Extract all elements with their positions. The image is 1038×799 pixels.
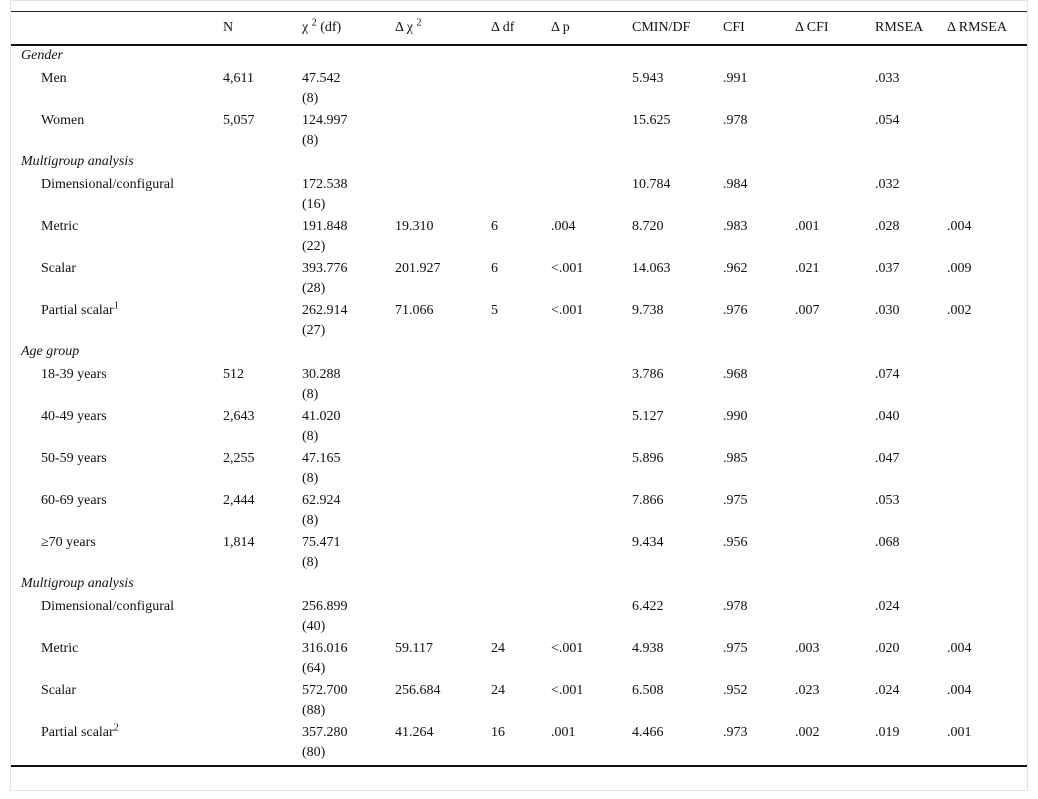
chi2-df-cell — [302, 68, 395, 110]
delta-cfi-cell: .007 — [795, 303, 820, 318]
delta-chi2-cell — [395, 596, 491, 638]
delta-rmsea-cell — [947, 68, 1027, 110]
df-value: (8) — [302, 91, 319, 106]
chi2-df-cell — [302, 110, 395, 152]
chi2-value: 47.542 — [302, 71, 341, 86]
n-cell — [223, 216, 302, 258]
delta-df-cell: 24 — [491, 683, 505, 698]
delta-df-cell — [491, 448, 551, 490]
section-header-row — [11, 342, 1027, 364]
delta-p-cell — [551, 406, 632, 448]
n-cell — [223, 638, 302, 680]
cmin-df-cell: 8.720 — [632, 219, 664, 234]
table-row — [11, 448, 1027, 490]
row-label-cell — [11, 490, 223, 532]
cfi-cell: .973 — [723, 725, 748, 740]
delta-rmsea-cell: .004 — [947, 219, 972, 234]
n-cell — [223, 680, 302, 722]
row-label: Scalar — [41, 261, 76, 276]
section-header-row — [11, 45, 1027, 68]
table-row — [11, 406, 1027, 448]
delta-chi2-cell — [395, 490, 491, 532]
cfi-cell: .968 — [723, 367, 748, 382]
delta-p-cell: .001 — [551, 725, 576, 740]
df-value: (8) — [302, 471, 319, 486]
delta-p-cell: <.001 — [551, 641, 584, 656]
delta-df-cell — [491, 110, 551, 152]
delta-df-cell: 6 — [491, 219, 498, 234]
cfi-cell: .991 — [723, 71, 748, 86]
delta-df-cell — [491, 490, 551, 532]
delta-cfi-cell — [795, 174, 875, 216]
row-label: Partial scalar — [41, 303, 114, 318]
row-label: Scalar — [41, 683, 76, 698]
delta-cfi-cell — [795, 448, 875, 490]
row-label: Dimensional/configural — [41, 177, 174, 192]
row-label-cell — [11, 68, 223, 110]
cfi-cell: .975 — [723, 493, 748, 508]
n-cell: 2,444 — [223, 493, 255, 508]
delta-chi2-cell: 256.684 — [395, 683, 441, 698]
delta-rmsea-cell — [947, 406, 1027, 448]
delta-p-cell — [551, 110, 632, 152]
delta-cfi-cell — [795, 490, 875, 532]
delta-p-cell — [551, 596, 632, 638]
rmsea-cell: .054 — [875, 113, 900, 128]
table-row — [11, 216, 1027, 258]
row-label-cell — [11, 722, 223, 766]
delta-chi2-cell: 201.927 — [395, 261, 441, 276]
chi2-df-cell — [302, 258, 395, 300]
rmsea-cell: .024 — [875, 599, 900, 614]
rmsea-cell: .028 — [875, 219, 900, 234]
row-label: Women — [41, 113, 85, 128]
cfi-cell: .978 — [723, 599, 748, 614]
delta-chi2-cell — [395, 68, 491, 110]
delta-rmsea-cell: .004 — [947, 641, 972, 656]
chi2-value: 262.914 — [302, 303, 348, 318]
rmsea-cell: .053 — [875, 493, 900, 508]
table-row — [11, 174, 1027, 216]
cmin-df-cell: 15.625 — [632, 113, 671, 128]
row-label: ≥70 years — [41, 535, 96, 550]
section-title: Age group — [21, 344, 80, 359]
delta-chi2-cell: 59.117 — [395, 641, 433, 656]
delta-cfi-cell — [795, 406, 875, 448]
n-cell — [223, 174, 302, 216]
row-label-cell — [11, 174, 223, 216]
chi2-df-cell — [302, 532, 395, 574]
cmin-df-cell: 4.466 — [632, 725, 664, 740]
table-row — [11, 532, 1027, 574]
cmin-df-cell: 10.784 — [632, 177, 671, 192]
cmin-df-cell: 3.786 — [632, 367, 664, 382]
chi2-df-cell — [302, 722, 395, 766]
delta-rmsea-cell: .001 — [947, 725, 972, 740]
delta-rmsea-cell — [947, 596, 1027, 638]
cfi-cell: .984 — [723, 177, 748, 192]
table-row — [11, 68, 1027, 110]
cmin-df-cell: 4.938 — [632, 641, 664, 656]
delta-df-cell: 16 — [491, 725, 505, 740]
delta-rmsea-cell — [947, 174, 1027, 216]
cmin-df-cell: 9.738 — [632, 303, 664, 318]
chi2-value: 41.020 — [302, 409, 341, 424]
row-label-cell — [11, 448, 223, 490]
delta-cfi-cell: .003 — [795, 641, 820, 656]
cmin-df-cell: 5.127 — [632, 409, 664, 424]
chi2-value: 75.471 — [302, 535, 341, 550]
chi2-df-cell — [302, 596, 395, 638]
delta-rmsea-cell: .009 — [947, 261, 972, 276]
delta-chi2-cell — [395, 448, 491, 490]
table-row — [11, 490, 1027, 532]
cmin-df-cell: 6.508 — [632, 683, 664, 698]
chi2-value: 316.016 — [302, 641, 348, 656]
row-label: Men — [41, 71, 67, 86]
rmsea-cell: .068 — [875, 535, 900, 550]
row-label-cell — [11, 596, 223, 638]
delta-p-cell — [551, 68, 632, 110]
table-row — [11, 722, 1027, 766]
n-cell — [223, 300, 302, 342]
row-label-cell — [11, 406, 223, 448]
df-value: (88) — [302, 703, 326, 718]
row-label: Dimensional/configural — [41, 599, 174, 614]
df-value: (8) — [302, 387, 319, 402]
rmsea-cell: .030 — [875, 303, 900, 318]
delta-rmsea-cell — [947, 364, 1027, 406]
delta-df-cell: 5 — [491, 303, 498, 318]
chi2-df-cell — [302, 406, 395, 448]
table-row — [11, 300, 1027, 342]
chi2-value: 191.848 — [302, 219, 348, 234]
cmin-df-cell: 5.896 — [632, 451, 664, 466]
cfi-cell: .983 — [723, 219, 748, 234]
delta-cfi-cell — [795, 596, 875, 638]
delta-p-cell: .004 — [551, 219, 576, 234]
delta-p-cell — [551, 490, 632, 532]
header-chi2-df — [302, 12, 395, 46]
delta-p-cell: <.001 — [551, 303, 584, 318]
delta-p-cell: <.001 — [551, 683, 584, 698]
delta-p-cell — [551, 448, 632, 490]
delta-df-cell — [491, 174, 551, 216]
n-cell — [223, 722, 302, 766]
cfi-cell: .990 — [723, 409, 748, 424]
row-label-cell — [11, 110, 223, 152]
chi2-value: 357.280 — [302, 725, 348, 740]
row-label: 18-39 years — [41, 367, 107, 382]
df-value: (8) — [302, 133, 319, 148]
delta-chi2-cell: 19.310 — [395, 219, 434, 234]
rmsea-cell: .047 — [875, 451, 900, 466]
delta-df-cell — [491, 406, 551, 448]
rmsea-cell: .040 — [875, 409, 900, 424]
cmin-df-cell: 9.434 — [632, 535, 664, 550]
table-row — [11, 596, 1027, 638]
table-row — [11, 364, 1027, 406]
delta-chi2-cell: 71.066 — [395, 303, 434, 318]
footnote-marker: 2 — [113, 722, 119, 734]
n-cell — [223, 596, 302, 638]
delta-df-cell — [491, 364, 551, 406]
header-chi2-df-label: χ $^2$ (df) — [302, 17, 342, 35]
row-label-cell — [11, 532, 223, 574]
fit-indices-table — [11, 11, 1027, 767]
delta-df-cell — [491, 596, 551, 638]
delta-cfi-cell — [795, 110, 875, 152]
n-cell — [223, 258, 302, 300]
cfi-cell: .962 — [723, 261, 748, 276]
delta-p-cell — [551, 174, 632, 216]
chi2-df-cell — [302, 638, 395, 680]
row-label-cell — [11, 300, 223, 342]
df-value: (8) — [302, 513, 319, 528]
cmin-df-cell: 6.422 — [632, 599, 664, 614]
rmsea-cell: .037 — [875, 261, 900, 276]
delta-rmsea-cell — [947, 532, 1027, 574]
df-value: (8) — [302, 429, 319, 444]
cfi-cell: .975 — [723, 641, 748, 656]
footnote-marker: 1 — [113, 300, 119, 312]
cfi-cell: .956 — [723, 535, 748, 550]
cfi-cell: .978 — [723, 113, 748, 128]
header-n: N — [223, 20, 234, 35]
chi2-value: 172.538 — [302, 177, 348, 192]
chi2-df-cell — [302, 680, 395, 722]
row-label: Metric — [41, 641, 79, 656]
chi2-value: 62.924 — [302, 493, 341, 508]
table-row — [11, 110, 1027, 152]
header-rmsea: RMSEA — [875, 20, 924, 35]
n-cell: 4,611 — [223, 71, 254, 86]
chi2-value: 256.899 — [302, 599, 348, 614]
section-title: Multigroup analysis — [21, 576, 134, 591]
table-body — [11, 45, 1027, 766]
row-label: 60-69 years — [41, 493, 107, 508]
delta-p-cell — [551, 532, 632, 574]
delta-df-cell: 24 — [491, 641, 505, 656]
n-cell: 1,814 — [223, 535, 255, 550]
row-label: Metric — [41, 219, 79, 234]
cfi-cell: .976 — [723, 303, 748, 318]
header-delta-p: Δ p — [551, 20, 570, 35]
row-label-cell — [11, 364, 223, 406]
header-cfi: CFI — [723, 20, 745, 35]
df-value: (8) — [302, 555, 319, 570]
df-value: (80) — [302, 745, 326, 760]
row-label: 50-59 years — [41, 451, 107, 466]
section-header-row — [11, 574, 1027, 596]
header-delta-rmsea: Δ RMSEA — [947, 20, 1007, 35]
cfi-cell: .985 — [723, 451, 748, 466]
delta-cfi-cell — [795, 68, 875, 110]
cfi-cell: .952 — [723, 683, 748, 698]
header-delta-df: Δ df — [491, 20, 515, 35]
section-title: Multigroup analysis — [21, 154, 134, 169]
row-label-cell — [11, 638, 223, 680]
delta-rmsea-cell: .002 — [947, 303, 972, 318]
chi2-df-cell — [302, 216, 395, 258]
section-title: Gender — [21, 48, 63, 63]
delta-chi2-cell — [395, 110, 491, 152]
rmsea-cell: .019 — [875, 725, 900, 740]
header-delta-chi2 — [395, 12, 491, 46]
cmin-df-cell: 14.063 — [632, 261, 671, 276]
rmsea-cell: .033 — [875, 71, 900, 86]
table-header-row — [11, 12, 1027, 46]
delta-p-cell — [551, 364, 632, 406]
delta-chi2-cell: 41.264 — [395, 725, 434, 740]
delta-cfi-cell: .023 — [795, 683, 820, 698]
n-cell: 2,643 — [223, 409, 255, 424]
chi2-value: 30.288 — [302, 367, 341, 382]
delta-df-cell: 6 — [491, 261, 498, 276]
chi2-value: 572.700 — [302, 683, 348, 698]
chi2-df-cell — [302, 448, 395, 490]
delta-chi2-cell — [395, 532, 491, 574]
rmsea-cell: .074 — [875, 367, 900, 382]
chi2-df-cell — [302, 490, 395, 532]
table-row — [11, 638, 1027, 680]
header-delta-cfi: Δ CFI — [795, 20, 829, 35]
delta-chi2-cell — [395, 406, 491, 448]
table-row — [11, 258, 1027, 300]
rmsea-cell: .020 — [875, 641, 900, 656]
df-value: (40) — [302, 619, 326, 634]
cmin-df-cell: 7.866 — [632, 493, 664, 508]
row-label-cell — [11, 216, 223, 258]
delta-rmsea-cell — [947, 490, 1027, 532]
n-cell: 5,057 — [223, 113, 255, 128]
delta-cfi-cell: .002 — [795, 725, 820, 740]
df-value: (22) — [302, 239, 326, 254]
chi2-value: 124.997 — [302, 113, 348, 128]
rmsea-cell: .024 — [875, 683, 900, 698]
section-header-row — [11, 152, 1027, 174]
row-label: 40-49 years — [41, 409, 107, 424]
df-value: (27) — [302, 323, 326, 338]
rmsea-cell: .032 — [875, 177, 900, 192]
df-value: (16) — [302, 197, 326, 212]
n-cell: 512 — [223, 367, 244, 382]
cmin-df-cell: 5.943 — [632, 71, 664, 86]
table-row — [11, 680, 1027, 722]
delta-rmsea-cell: .004 — [947, 683, 972, 698]
delta-cfi-cell: .001 — [795, 219, 820, 234]
delta-cfi-cell: .021 — [795, 261, 820, 276]
delta-chi2-cell — [395, 364, 491, 406]
row-label: Partial scalar — [41, 725, 114, 740]
header-delta-chi2-label: Δ χ $^2$ — [395, 17, 422, 35]
df-value: (28) — [302, 281, 326, 296]
chi2-df-cell — [302, 364, 395, 406]
n-cell: 2,255 — [223, 451, 255, 466]
delta-rmsea-cell — [947, 448, 1027, 490]
chi2-value: 393.776 — [302, 261, 348, 276]
row-label-cell — [11, 258, 223, 300]
header-cmin-df: CMIN/DF — [632, 20, 691, 35]
chi2-df-cell — [302, 174, 395, 216]
chi2-value: 47.165 — [302, 451, 341, 466]
delta-df-cell — [491, 532, 551, 574]
delta-chi2-cell — [395, 174, 491, 216]
df-value: (64) — [302, 661, 326, 676]
delta-cfi-cell — [795, 364, 875, 406]
delta-p-cell: <.001 — [551, 261, 584, 276]
header-blank — [11, 12, 223, 46]
delta-cfi-cell — [795, 532, 875, 574]
delta-df-cell — [491, 68, 551, 110]
chi2-df-cell — [302, 300, 395, 342]
delta-rmsea-cell — [947, 110, 1027, 152]
row-label-cell — [11, 680, 223, 722]
